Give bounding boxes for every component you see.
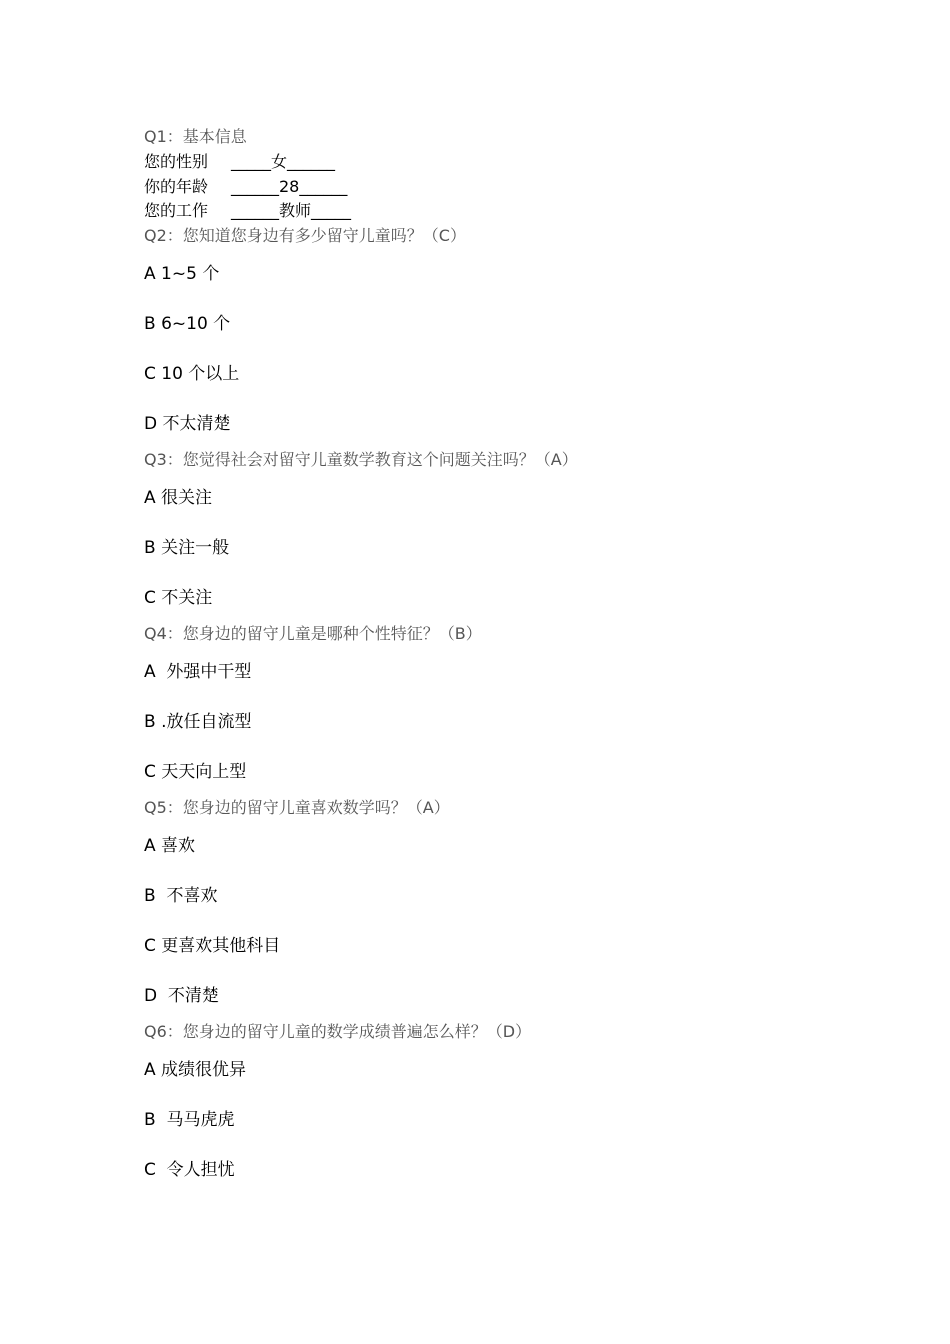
q4-title: Q4：您身边的留守儿童是哪种个性特征？（B） (144, 624, 482, 643)
q6-option-a: A 成绩很优异 (144, 1060, 247, 1080)
q2-title: Q2：您知道您身边有多少留守儿童吗？（C） (144, 226, 466, 245)
gender-row (144, 151, 335, 173)
job-value: ______教师_____ (231, 201, 352, 220)
q6-option-b: B 马马虎虎 (144, 1110, 235, 1130)
q4-option-b: B .放任自流型 (144, 712, 252, 732)
q5-option-d: D 不清楚 (144, 986, 219, 1006)
q4-option-c: C 天天向上型 (144, 762, 247, 782)
age-label: 你的年龄 (144, 177, 209, 196)
gender-label: 您的性别 (144, 152, 209, 171)
q3-title: Q3：您觉得社会对留守儿童数学教育这个问题关注吗？（A） (144, 450, 578, 469)
q3-option-b: B 关注一般 (144, 538, 230, 558)
gender-value: _____女______ (231, 152, 336, 171)
q2-option-d: D 不太清楚 (144, 414, 231, 434)
q5-title: Q5：您身边的留守儿童喜欢数学吗？（A） (144, 798, 450, 817)
q5-option-b: B 不喜欢 (144, 886, 218, 906)
q6-title: Q6：您身边的留守儿童的数学成绩普遍怎么样？（D） (144, 1022, 532, 1041)
q3-option-c: C 不关注 (144, 588, 213, 608)
q1-title: Q1：基本信息 (144, 127, 247, 146)
job-label: 您的工作 (144, 201, 209, 220)
age-value: ______28______ (231, 177, 348, 196)
q2-option-b: B 6~10 个 (144, 314, 231, 334)
q2-option-a: A 1~5 个 (144, 264, 220, 284)
q5-option-c: C 更喜欢其他科目 (144, 936, 281, 956)
age-row (144, 176, 347, 198)
q5-option-a: A 喜欢 (144, 836, 196, 856)
q2-option-c: C 10 个以上 (144, 364, 240, 384)
q3-option-a: A 很关注 (144, 488, 213, 508)
job-row (144, 200, 351, 222)
q6-option-c: C 令人担忧 (144, 1160, 235, 1180)
q4-option-a: A 外强中干型 (144, 662, 252, 682)
